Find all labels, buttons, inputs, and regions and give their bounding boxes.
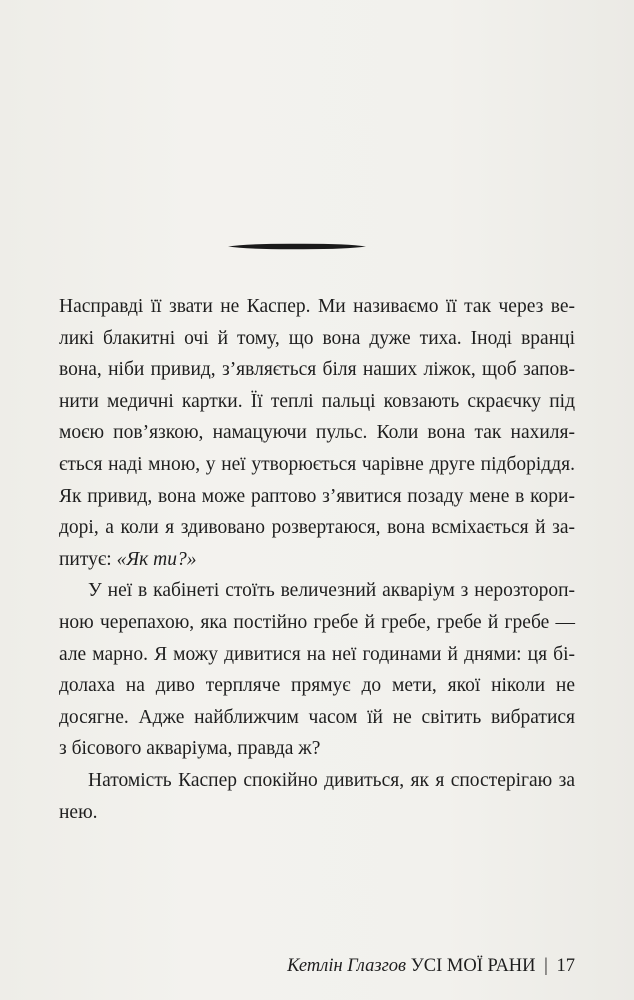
text-line: Як привид, вона може раптово з’явитися позаду мене в кори-: [59, 485, 575, 507]
text-line: досягне. Адже найближчим часом їй не світить вибратися: [59, 706, 575, 728]
text-line: ною черепахою, яка постійно гребе й гребе, гребе й гребе —: [59, 611, 575, 633]
paragraph-3: [59, 765, 575, 828]
text-line: нити медичні картки. Її теплі пальці ковзають скраєчку під: [59, 390, 575, 412]
text-line: вона, ніби привид, з’являється біля наших ліжок, щоб запов-: [59, 359, 575, 381]
text-line: ється наді мною, у неї утворюється чарівне друге підборіддя.: [59, 453, 575, 475]
text-line: нею.: [59, 801, 98, 823]
paragraph-2: [59, 575, 575, 765]
text-line: з бісового акваріума, правда ж?: [59, 738, 321, 760]
text-line: Натомість Каспер спокійно дивиться, як я спостерігаю за: [88, 769, 575, 791]
text-line: ликі блакитні очі й тому, що вона дуже тиха. Іноді вранці: [59, 327, 575, 349]
text-line: дорі, а коли я здивовано розвертаюся, вона всміхається й за-: [59, 517, 575, 539]
text-line: але марно. Я можу дивитися на неї годинами й днями: ця бі-: [59, 643, 575, 665]
text-line: моєю пов’язкою, намацуючи пульс. Коли вона так нахиля-: [59, 422, 575, 444]
running-footer: [287, 956, 575, 977]
text-line: Насправді її звати не Каспер. Ми називаємо її так через ве-: [59, 296, 575, 317]
page-number: 17: [556, 956, 575, 976]
italic-quote: «Як ти?»: [116, 548, 197, 570]
footer-separator: |: [544, 956, 548, 976]
text-line: [59, 544, 575, 576]
body-text: [59, 291, 575, 828]
paragraph-1: [59, 291, 575, 575]
section-divider: [228, 243, 366, 250]
text-line: долаха на диво терпляче прямує до мети, якої ніколи не: [59, 675, 575, 697]
text-run: питує:: [59, 548, 117, 570]
footer-title: УСІ МОЇ РАНИ: [410, 956, 536, 976]
footer-author: Кетлін Глазгов: [287, 956, 407, 976]
text-line: У неї в кабінеті стоїть величезний акваріум з нерозтороп-: [88, 580, 575, 602]
